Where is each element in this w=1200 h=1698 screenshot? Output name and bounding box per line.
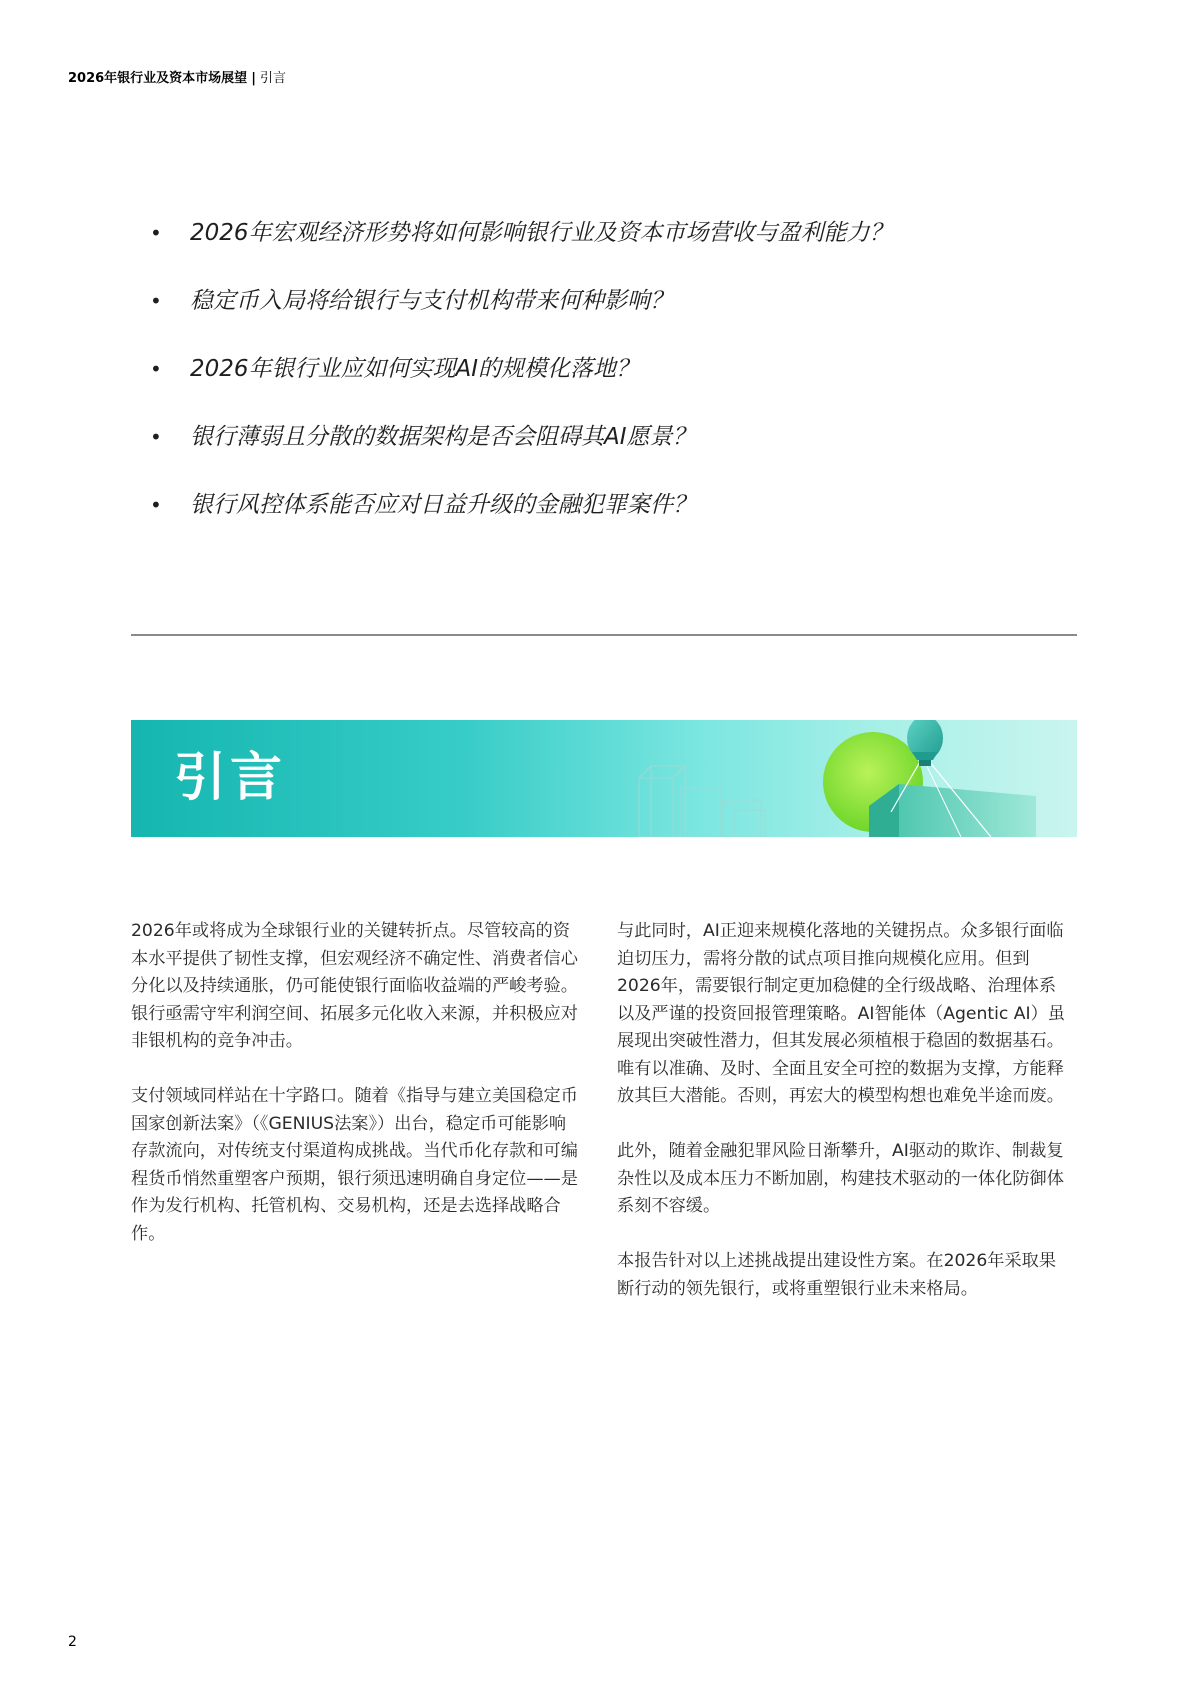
list-item bbox=[150, 490, 1050, 558]
section-divider bbox=[131, 634, 1077, 636]
list-item bbox=[150, 286, 1050, 354]
bullet-icon: • bbox=[150, 493, 162, 517]
question-text: 银行风控体系能否应对日益升级的金融犯罪案件？ bbox=[190, 492, 696, 518]
paragraph: 此外，随着金融犯罪风险日渐攀升，AI驱动的欺诈、制裁复杂性以及成本压力不断加剧，构建技术驱动的一体化防御体系刻不容缓。 bbox=[617, 1141, 1064, 1216]
paragraph: 与此同时，AI正迎来规模化落地的关键拐点。众多银行面临迫切压力，需将分散的试点项目推向规模化应用。但到2026年，需要银行制定更加稳健的全行级战略、治理体系以及严谨的投资回报管理策略。AI智能体（Agentic AI）虽展现出突破性潜力，但其发展必须植根于稳固的数据基石。唯有以准确、及时、全面且安全可控的数据为支撑，方能释放其巨大潜能。否则，再宏大的模型构想也难免半途而废。 bbox=[617, 921, 1065, 1106]
report-title: 2026年银行业及资本市场展望 bbox=[68, 71, 248, 86]
bullet-icon: • bbox=[150, 289, 162, 313]
paragraph: 支付领域同样站在十字路口。随着《指导与建立美国稳定币国家创新法案》（《GENIUS法案》）出台，稳定币可能影响存款流向，对传统支付渠道构成挑战。当代币化存款和可编程货币悄然重塑客户预期，银行须迅速明确自身定位——是作为发行机构、托管机构、交易机构，还是去选择战略合作。 bbox=[131, 1086, 578, 1244]
question-text: 银行薄弱且分散的数据架构是否会阻碍其AI愿景？ bbox=[190, 424, 696, 450]
question-text: 2026年银行业应如何实现AI的规模化落地？ bbox=[190, 356, 640, 382]
right-column bbox=[617, 918, 1069, 1331]
list-item bbox=[150, 354, 1050, 422]
bullet-icon: • bbox=[150, 425, 162, 449]
question-text: 2026年宏观经济形势将如何影响银行业及资本市场营收与盈利能力？ bbox=[190, 220, 893, 246]
header-separator: | bbox=[251, 71, 256, 86]
bullet-icon: • bbox=[150, 221, 162, 245]
bullet-icon: • bbox=[150, 357, 162, 381]
list-item bbox=[150, 422, 1050, 490]
running-header bbox=[68, 67, 286, 86]
paragraph: 本报告针对以上述挑战提出建设性方案。在2026年采取果断行动的领先银行，或将重塑银行业未来格局。 bbox=[617, 1251, 1057, 1299]
section-banner bbox=[131, 720, 1077, 837]
question-list bbox=[150, 218, 1050, 558]
wireframe-buildings bbox=[639, 766, 765, 837]
paragraph: 2026年或将成为全球银行业的关键转折点。尽管较高的资本水平提供了韧性支撑，但宏观经济不确定性、消费者信心分化以及持续通胀，仍可能使银行面临收益端的严峻考验。银行亟需守牢利润空间、拓展多元化收入来源，并积极应对非银机构的竞争冲击。 bbox=[131, 921, 578, 1051]
list-item bbox=[150, 218, 1050, 286]
banner-title: 引言 bbox=[174, 748, 287, 808]
page-number: 2 bbox=[68, 1634, 77, 1650]
section-name: 引言 bbox=[259, 71, 286, 86]
question-text: 稳定币入局将给银行与支付机构带来何种影响？ bbox=[190, 288, 673, 314]
left-column bbox=[131, 918, 583, 1276]
